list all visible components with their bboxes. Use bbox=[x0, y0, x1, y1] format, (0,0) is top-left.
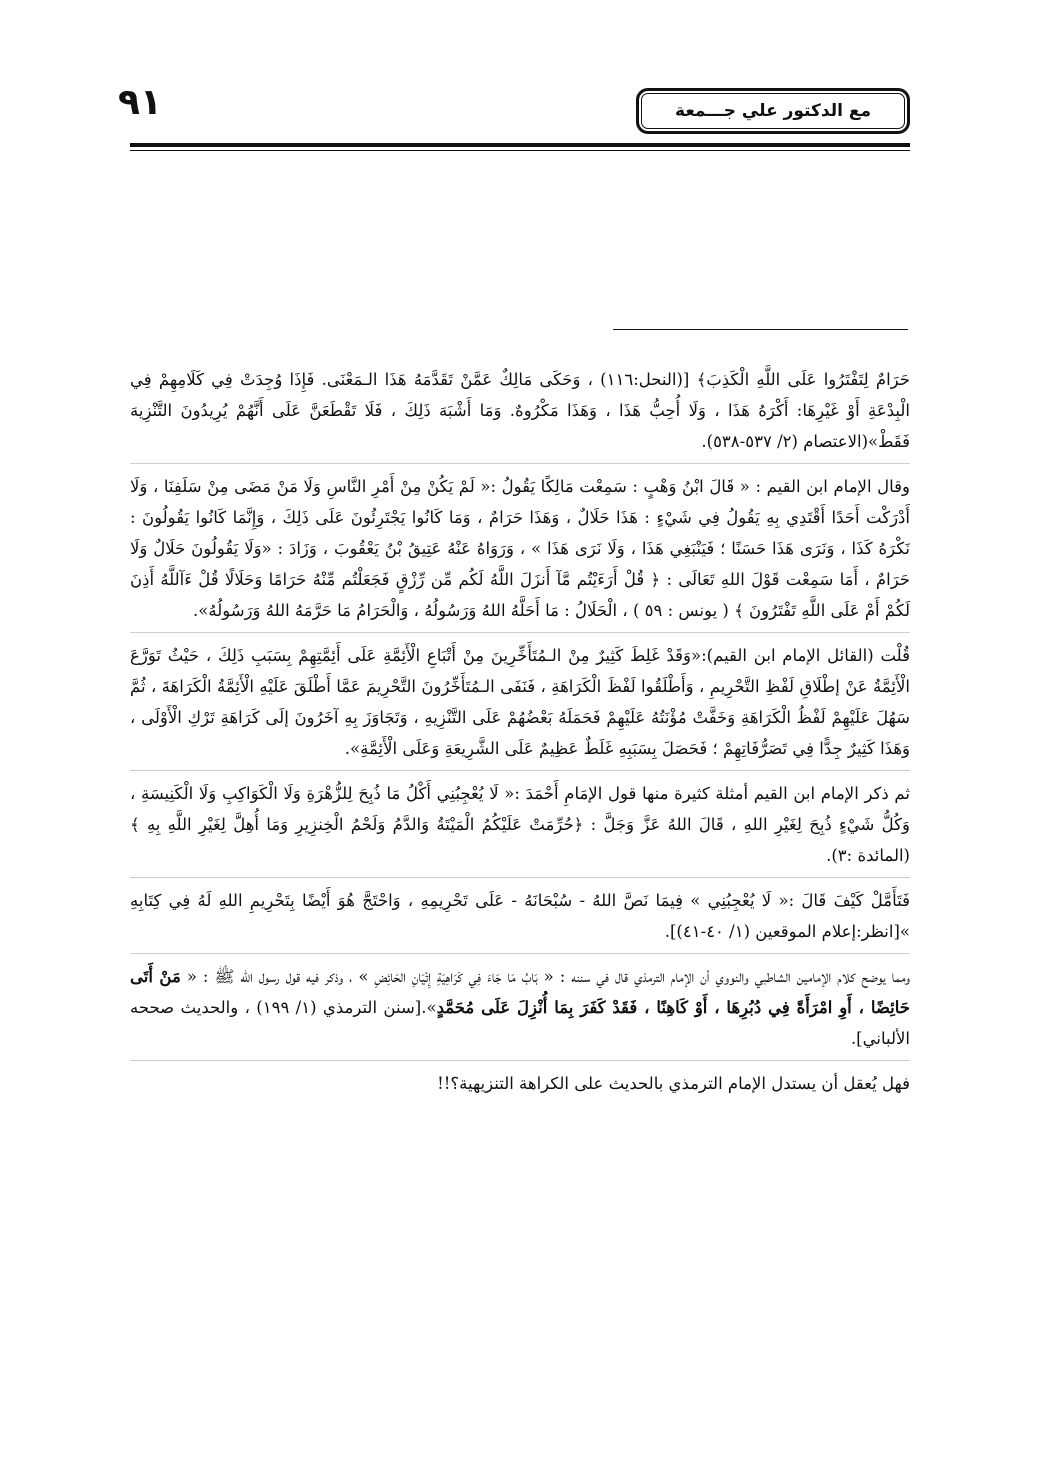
paragraph-1: حَرَامٌ لِتَفْتَرُوا عَلَى اللَّهِ الْكَذِبَ﴾ [(النحل:١١٦) ، وَحَكَى مَالِكٌ عَمَّنْ تَقَدَّمَهُ هَذَا الـمَعْنَى. فَإِذَا وُجِدَتْ فِي كَلَامِهِمْ فِي الْبِدْعَةِ أَوْ غَيْرِهَا: أَكْرَهُ هَذَا ، وَلَا أُحِبُّ هَذَا ، وَهَذَا مَكْرُوهٌ. وَمَا أَشْبَهَ ذَلِكَ ، فَلَا تَقْطَعَنَّ عَلَى أَنَّهُمْ يُرِيدُونَ التَّنْزِيهَ فَقَطْ»(الاعتصام (٢/ ٥٣٧-٥٣٨). bbox=[130, 364, 910, 464]
header-rule-thick bbox=[130, 143, 910, 147]
page-number: ٩١ bbox=[118, 82, 162, 123]
separator-rule bbox=[613, 329, 908, 330]
paragraph-2: وقال الإمام ابن القيم : « قَالَ ابْنُ وَهْبٍ : سَمِعْت مَالِكًا يَقُولُ :« لَمْ يَكُنْ مِنْ أَمْرِ النَّاسِ وَلَا مَنْ مَضَى مِنْ سَلَفِنَا ، وَلَا أَدْرَكْت أَحَدًا أَقْتَدِي بِهِ يَقُولُ فِي شَيْءٍ : هَذَا حَلَالٌ ، وَهَذَا حَرَامٌ ، وَمَا كَانُوا يَجْتَرِئُونَ عَلَى ذَلِكَ ، وَإِنَّمَا كَانُوا يَقُولُونَ : نَكْرَهُ كَذَا ، وَنَرَى هَذَا حَسَنًا ؛ فَيَنْبَغِي هَذَا ، وَلَا نَرَى هَذَا » ، وَرَوَاهُ عَنْهُ عَتِيقُ بْنُ يَعْقُوبَ ، وَزَادَ : «وَلَا يَقُولُونَ حَلَالٌ وَلَا حَرَامٌ ، أَمَا سَمِعْت قَوْلَ اللهِ تَعَالَى : ﴿ قُلْ أَرَءَيْتُم مَّآ أَنزَلَ اللَّهُ لَكُم مِّن رِّزْقٍ فَجَعَلْتُم مِّنْهُ حَرَامًا وَحَلَالًا قُلْ ءَآللَّهُ أَذِنَ لَكُمْ أَمْ عَلَى اللَّهِ تَفْتَرُونَ ﴾ ( يونس : ٥٩ ) ، الْحَلَالُ : مَا أَحَلَّهُ اللهُ وَرَسُولُهُ ، وَالْحَرَامُ مَا حَرَّمَهُ اللهُ وَرَسُولُهُ». bbox=[130, 471, 910, 633]
paragraph-5: فَتَأَمَّلْ كَيْفَ قَالَ :« لَا يُعْجِبُنِي » فِيمَا نَصَّ اللهُ - سُبْحَانَهُ - عَلَى تَحْرِيمِهِ ، وَاحْتَجَّ هُوَ أَيْضًا بِتَحْرِيمِ اللهِ لَهُ فِي كِتَابِهِ »[انظر:إعلام الموقعين (١/ ٤٠-٤١)]. bbox=[130, 885, 910, 954]
hadith-text: مَنْ أَتَى حَائِضًا ، أَوِ امْرَأَةً فِي دُبُرِهَا ، أَوْ كَاهِنًا ، فَقَدْ كَفَرَ بِمَا أُنْزِلَ عَلَى مُحَمَّدٍ bbox=[130, 967, 910, 1017]
header-rule-thin bbox=[130, 150, 910, 151]
body-text bbox=[130, 364, 910, 1112]
paragraph-6-citation: ».[سنن الترمذي (١/ ١٩٩) ، والحديث صححه الألباني]. bbox=[130, 998, 910, 1048]
paragraph-6 bbox=[130, 961, 910, 1061]
header-title: مع الدكتور علي جـــمعة bbox=[636, 88, 910, 134]
paragraph-6-intro: ومما يوضح كلام الإمامين الشاطبي والنووي أن الإمام الترمذي قال في سننه : « بَابُ مَا جَاءَ فِي كَرَاهِيَةِ إِتْيَانِ الحَائِضِ » ، وذكر فيه قول رسول الله ﷺ : « bbox=[180, 967, 910, 986]
paragraph-3: قُلْت (القائل الإمام ابن القيم):«وَقَدْ غَلِطَ كَثِيرٌ مِنْ الـمُتَأَخِّرِينَ مِنْ أَتْبَاعِ الْأَئِمَّةِ عَلَى أَئِمَّتِهِمْ بِسَبَبِ ذَلِكَ ، حَيْثُ تَوَرَّعَ الْأَئِمَّةُ عَنْ إطْلَاقِ لَفْظِ التَّحْرِيمِ ، وَأَطْلَقُوا لَفْظَ الْكَرَاهَةِ ، فَنَفَى الـمُتَأَخِّرُونَ التَّحْرِيمَ عَمَّا أَطْلَقَ عَلَيْهِ الْأَئِمَّةُ الْكَرَاهَةَ ، ثُمَّ سَهُلَ عَلَيْهِمْ لَفْظُ الْكَرَاهَةِ وَخَفَّتْ مُؤْنَتُهُ عَلَيْهِمْ فَحَمَلَهُ بَعْضُهُمْ عَلَى التَّنْزِيهِ ، وَتَجَاوَزَ بِهِ آخَرُونَ إلَى كَرَاهَةِ تَرْكِ الْأَوْلَى ، وَهَذَا كَثِيرٌ جِدًّا فِي تَصَرُّفَاتِهِمْ ؛ فَحَصَلَ بِسَبَبِهِ غَلَطٌ عَظِيمٌ عَلَى الشَّرِيعَةِ وَعَلَى الْأَئِمَّةِ». bbox=[130, 640, 910, 771]
paragraph-7: فهل يُعقل أن يستدل الإمام الترمذي بالحديث على الكراهة التنزيهية؟!! bbox=[437, 1074, 910, 1093]
paragraph-4: ثم ذكر الإمام ابن القيم أمثلة كثيرة منها قول الإمَامِ أَحْمَدَ :« لَا يُعْجِبُنِي أَكْلُ مَا ذُبِحَ لِلزُّهْرَةِ وَلَا الْكَوَاكِبِ وَلَا الْكَنِيسَةِ ، وَكُلُّ شَيْءٍ ذُبِحَ لِغَيْرِ اللهِ ، قَالَ اللهُ عَزَّ وَجَلَّ : ﴿حُرِّمَتْ عَلَيْكُمُ الْمَيْتَةُ وَالدَّمُ وَلَحْمُ الْخِنزِيرِ وَمَا أُهِلَّ لِغَيْرِ اللَّهِ بِهِ ﴾ (المائدة :٣). bbox=[130, 778, 910, 878]
